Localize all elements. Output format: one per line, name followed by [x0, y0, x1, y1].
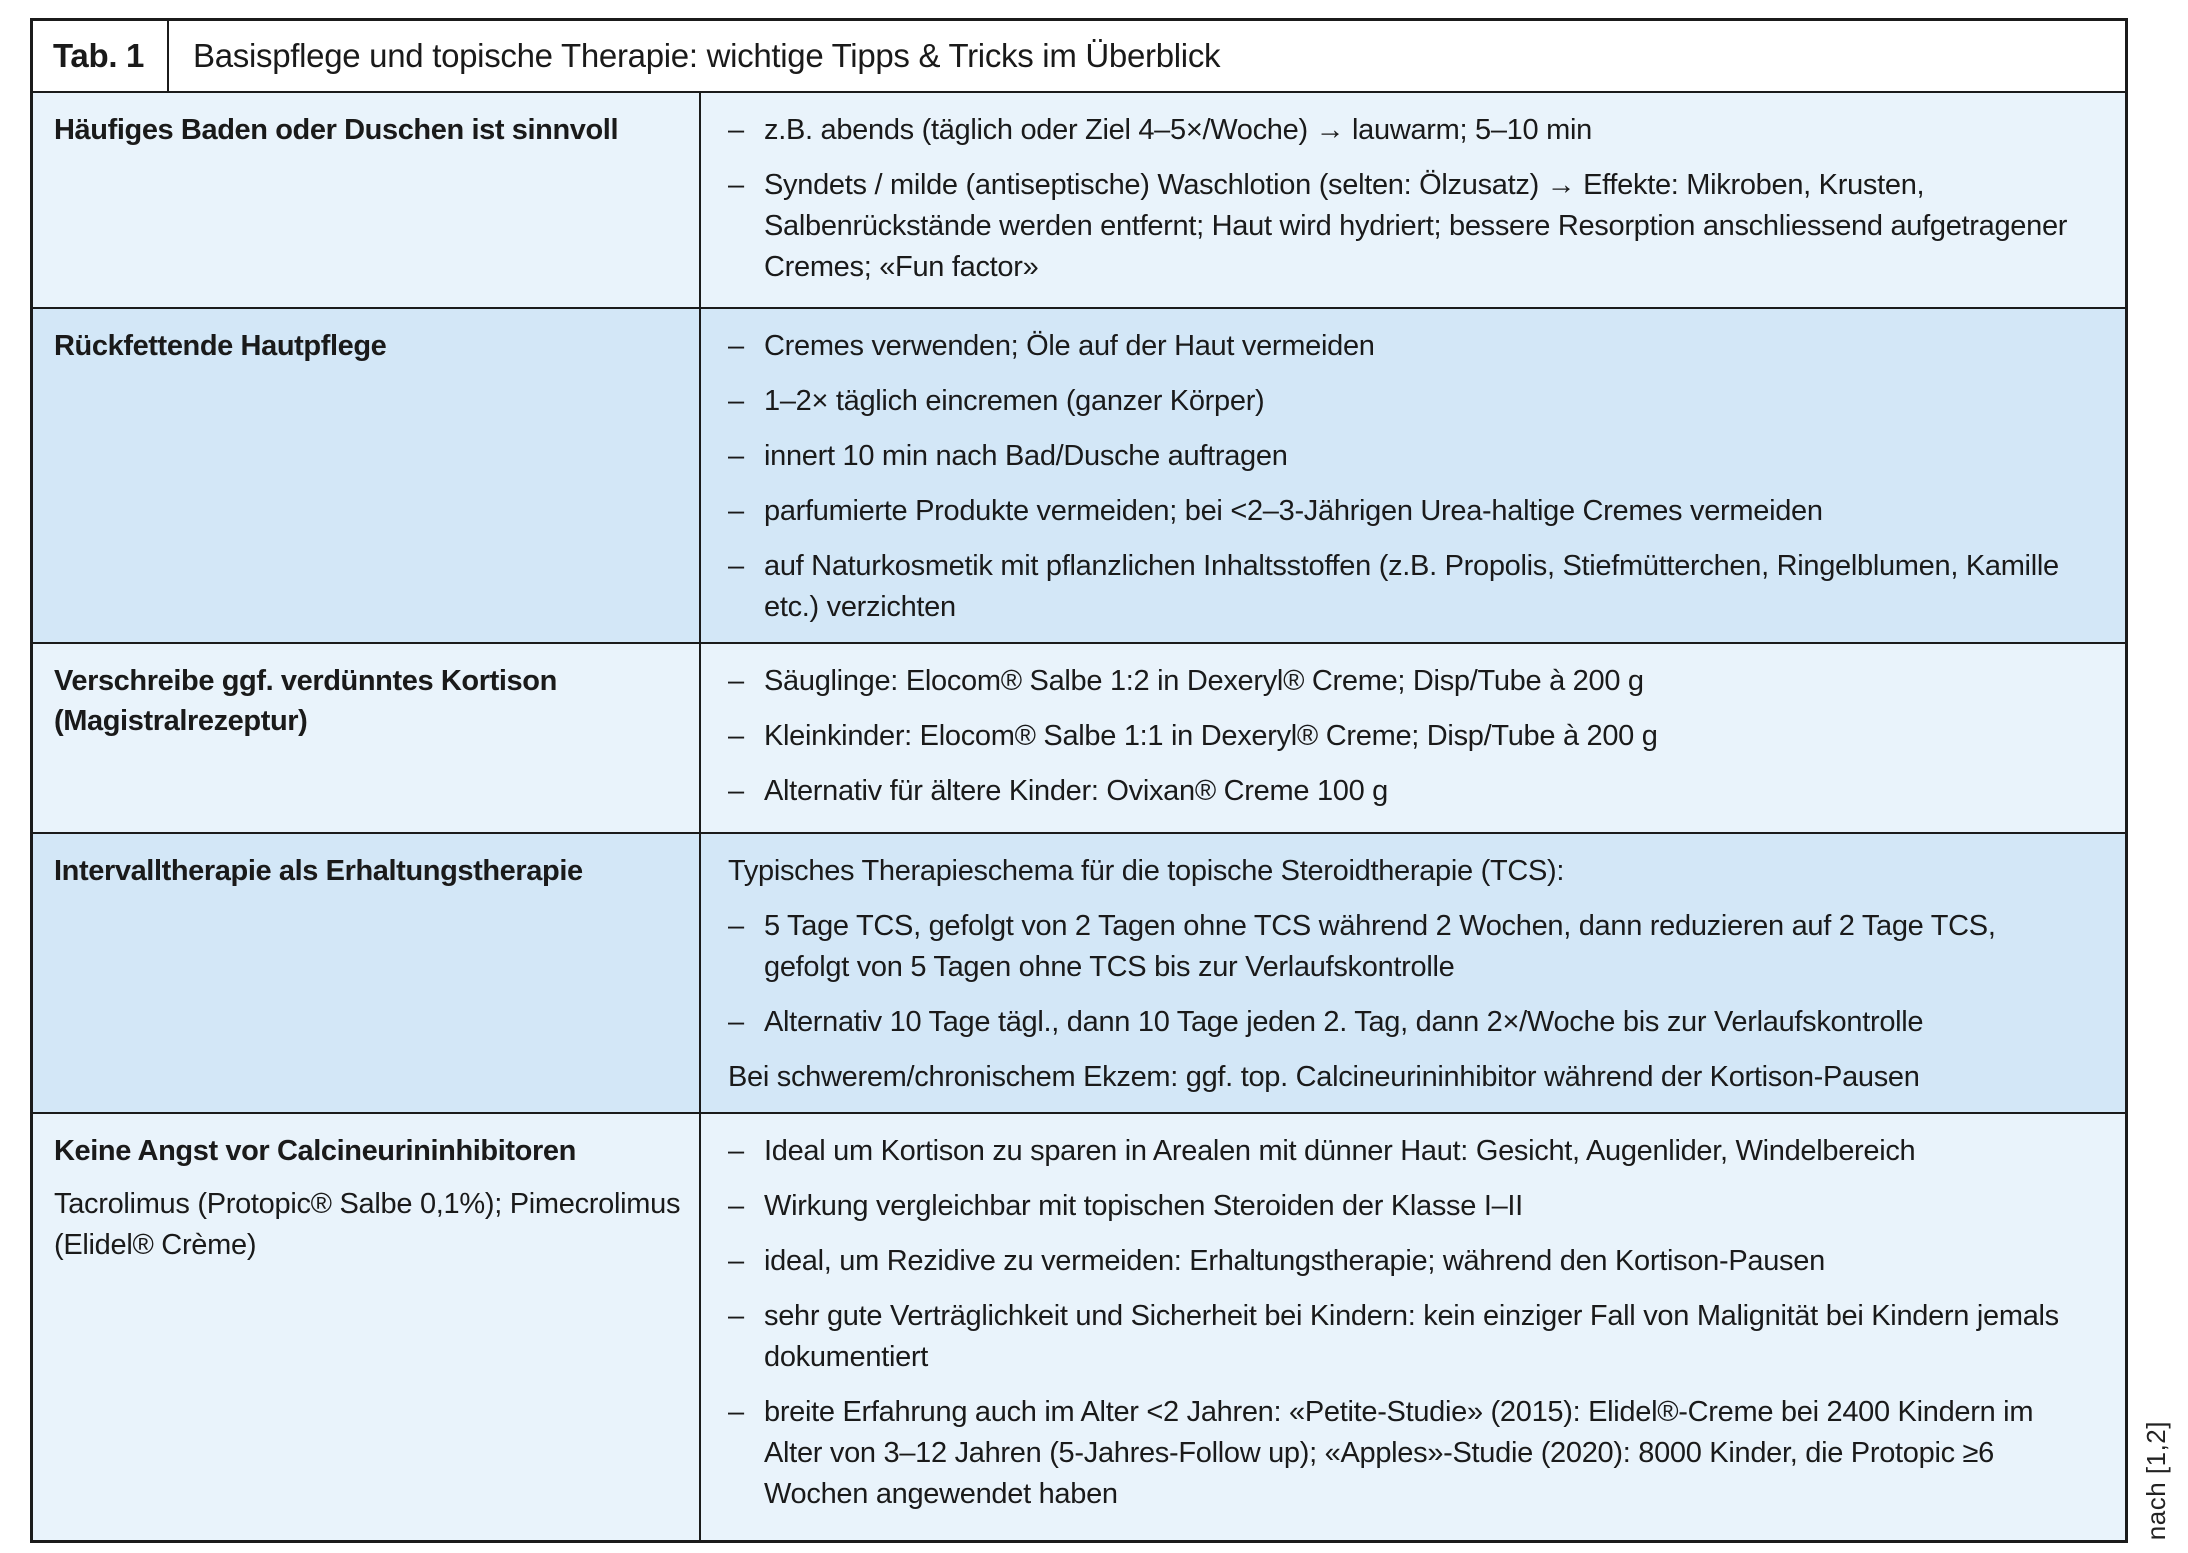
row-heading: Rückfettende Hautpflege [54, 330, 387, 362]
table-tag: Tab. 1 [33, 21, 169, 91]
row-heading: Häufiges Baden oder Duschen ist sinnvoll [54, 114, 619, 146]
row-heading-cell [33, 309, 701, 642]
bullet-item: – sehr gute Verträglichkeit und Sicherheit bei Kindern: kein einziger Fall von Malignität bei Kindern jemals dokumentiert [728, 1296, 2085, 1378]
bullet-item: – Ideal um Kortison zu sparen in Arealen mit dünner Haut: Gesicht, Augenlider, Windelbereich [728, 1131, 2085, 1172]
row-content-cell [701, 644, 2125, 832]
table-title: Basispflege und topische Therapie: wichtige Tipps & Tricks im Überblick [193, 37, 1221, 74]
bullet-item: – z.B. abends (täglich oder Ziel 4–5×/Woche) → lauwarm; 5–10 min [728, 110, 2085, 151]
row-heading: Verschreibe ggf. verdünntes Kortison (Magistralrezeptur) [54, 665, 557, 737]
bullet-item: – breite Erfahrung auch im Alter <2 Jahren: «Petite-Studie» (2015): Elidel®-Creme bei 2400 Kindern im Alter von 3–12 Jahren (5-Jahres-Follow up); «Apples»-Studie (2020): 8000 Kinder, die Protopic ≥6 Wochen angewendet haben [728, 1392, 2085, 1515]
bullet-item: – 1–2× täglich eincremen (ganzer Körper) [728, 381, 2085, 422]
row-heading: Keine Angst vor Calcineurininhibitoren [54, 1135, 576, 1167]
bullet-item: – Alternativ für ältere Kinder: Ovixan® Creme 100 g [728, 771, 2085, 812]
row-heading-cell [33, 834, 701, 1112]
row-content-cell [701, 309, 2125, 642]
table-row-skin-care [33, 309, 2125, 644]
row-heading-cell [33, 1114, 701, 1540]
bullet-item: – Alternativ 10 Tage tägl., dann 10 Tage jeden 2. Tag, dann 2×/Woche bis zur Verlaufskontrolle [728, 1002, 2085, 1043]
table-row-bathing [33, 93, 2125, 309]
tips-table [30, 18, 2128, 1543]
table-header [33, 21, 2125, 93]
bullet-item: – Syndets / milde (antiseptische) Waschlotion (selten: Ölzusatz) → Effekte: Mikroben, Krusten, Salbenrückstände werden entfernt; Haut wird hydriert; bessere Resorption anschliessend aufgetragener Cremes; «Fun factor» [728, 165, 2085, 288]
bullet-item: – Kleinkinder: Elocom® Salbe 1:1 in Dexeryl® Creme; Disp/Tube à 200 g [728, 716, 2085, 757]
bullet-item: – Cremes verwenden; Öle auf der Haut vermeiden [728, 326, 2085, 367]
row-content-cell [701, 1114, 2125, 1540]
bullet-item: – Wirkung vergleichbar mit topischen Steroiden der Klasse I–II [728, 1186, 2085, 1227]
bullet-item: – innert 10 min nach Bad/Dusche auftragen [728, 436, 2085, 477]
row-intro-text: Typisches Therapieschema für die topische Steroidtherapie (TCS): [728, 855, 1565, 887]
row-subheading: Tacrolimus (Protopic® Salbe 0,1%); Pimecrolimus (Elidel® Crème) [54, 1188, 681, 1261]
source-note: nach [1,2] [2141, 1420, 2171, 1540]
bullet-item: – ideal, um Rezidive zu vermeiden: Erhaltungstherapie; während den Kortison-Pausen [728, 1241, 2085, 1282]
row-outro-text: Bei schwerem/chronischem Ekzem: ggf. top. Calcineurininhibitor während der Kortison-Pausen [728, 1061, 1920, 1093]
row-heading-cell [33, 93, 701, 307]
bullet-item: – auf Naturkosmetik mit pflanzlichen Inhaltsstoffen (z.B. Propolis, Stiefmütterchen, Ringelblumen, Kamille etc.) verzichten [728, 546, 2085, 628]
row-content-cell [701, 93, 2125, 307]
row-heading-cell [33, 644, 701, 832]
bullet-item: – parfumierte Produkte vermeiden; bei <2–3-Jährigen Urea-haltige Cremes vermeiden [728, 491, 2085, 532]
row-content-cell [701, 834, 2125, 1112]
bullet-item: – Säuglinge: Elocom® Salbe 1:2 in Dexeryl® Creme; Disp/Tube à 200 g [728, 661, 2085, 702]
row-heading: Intervalltherapie als Erhaltungstherapie [54, 855, 583, 887]
table-row-cortisone [33, 644, 2125, 834]
bullet-item: – 5 Tage TCS, gefolgt von 2 Tagen ohne TCS während 2 Wochen, dann reduzieren auf 2 Tage TCS, gefolgt von 5 Tagen ohne TCS bis zur Verlaufskontrolle [728, 906, 2085, 988]
table-row-interval-therapy [33, 834, 2125, 1114]
table-row-calcineurin [33, 1114, 2125, 1540]
